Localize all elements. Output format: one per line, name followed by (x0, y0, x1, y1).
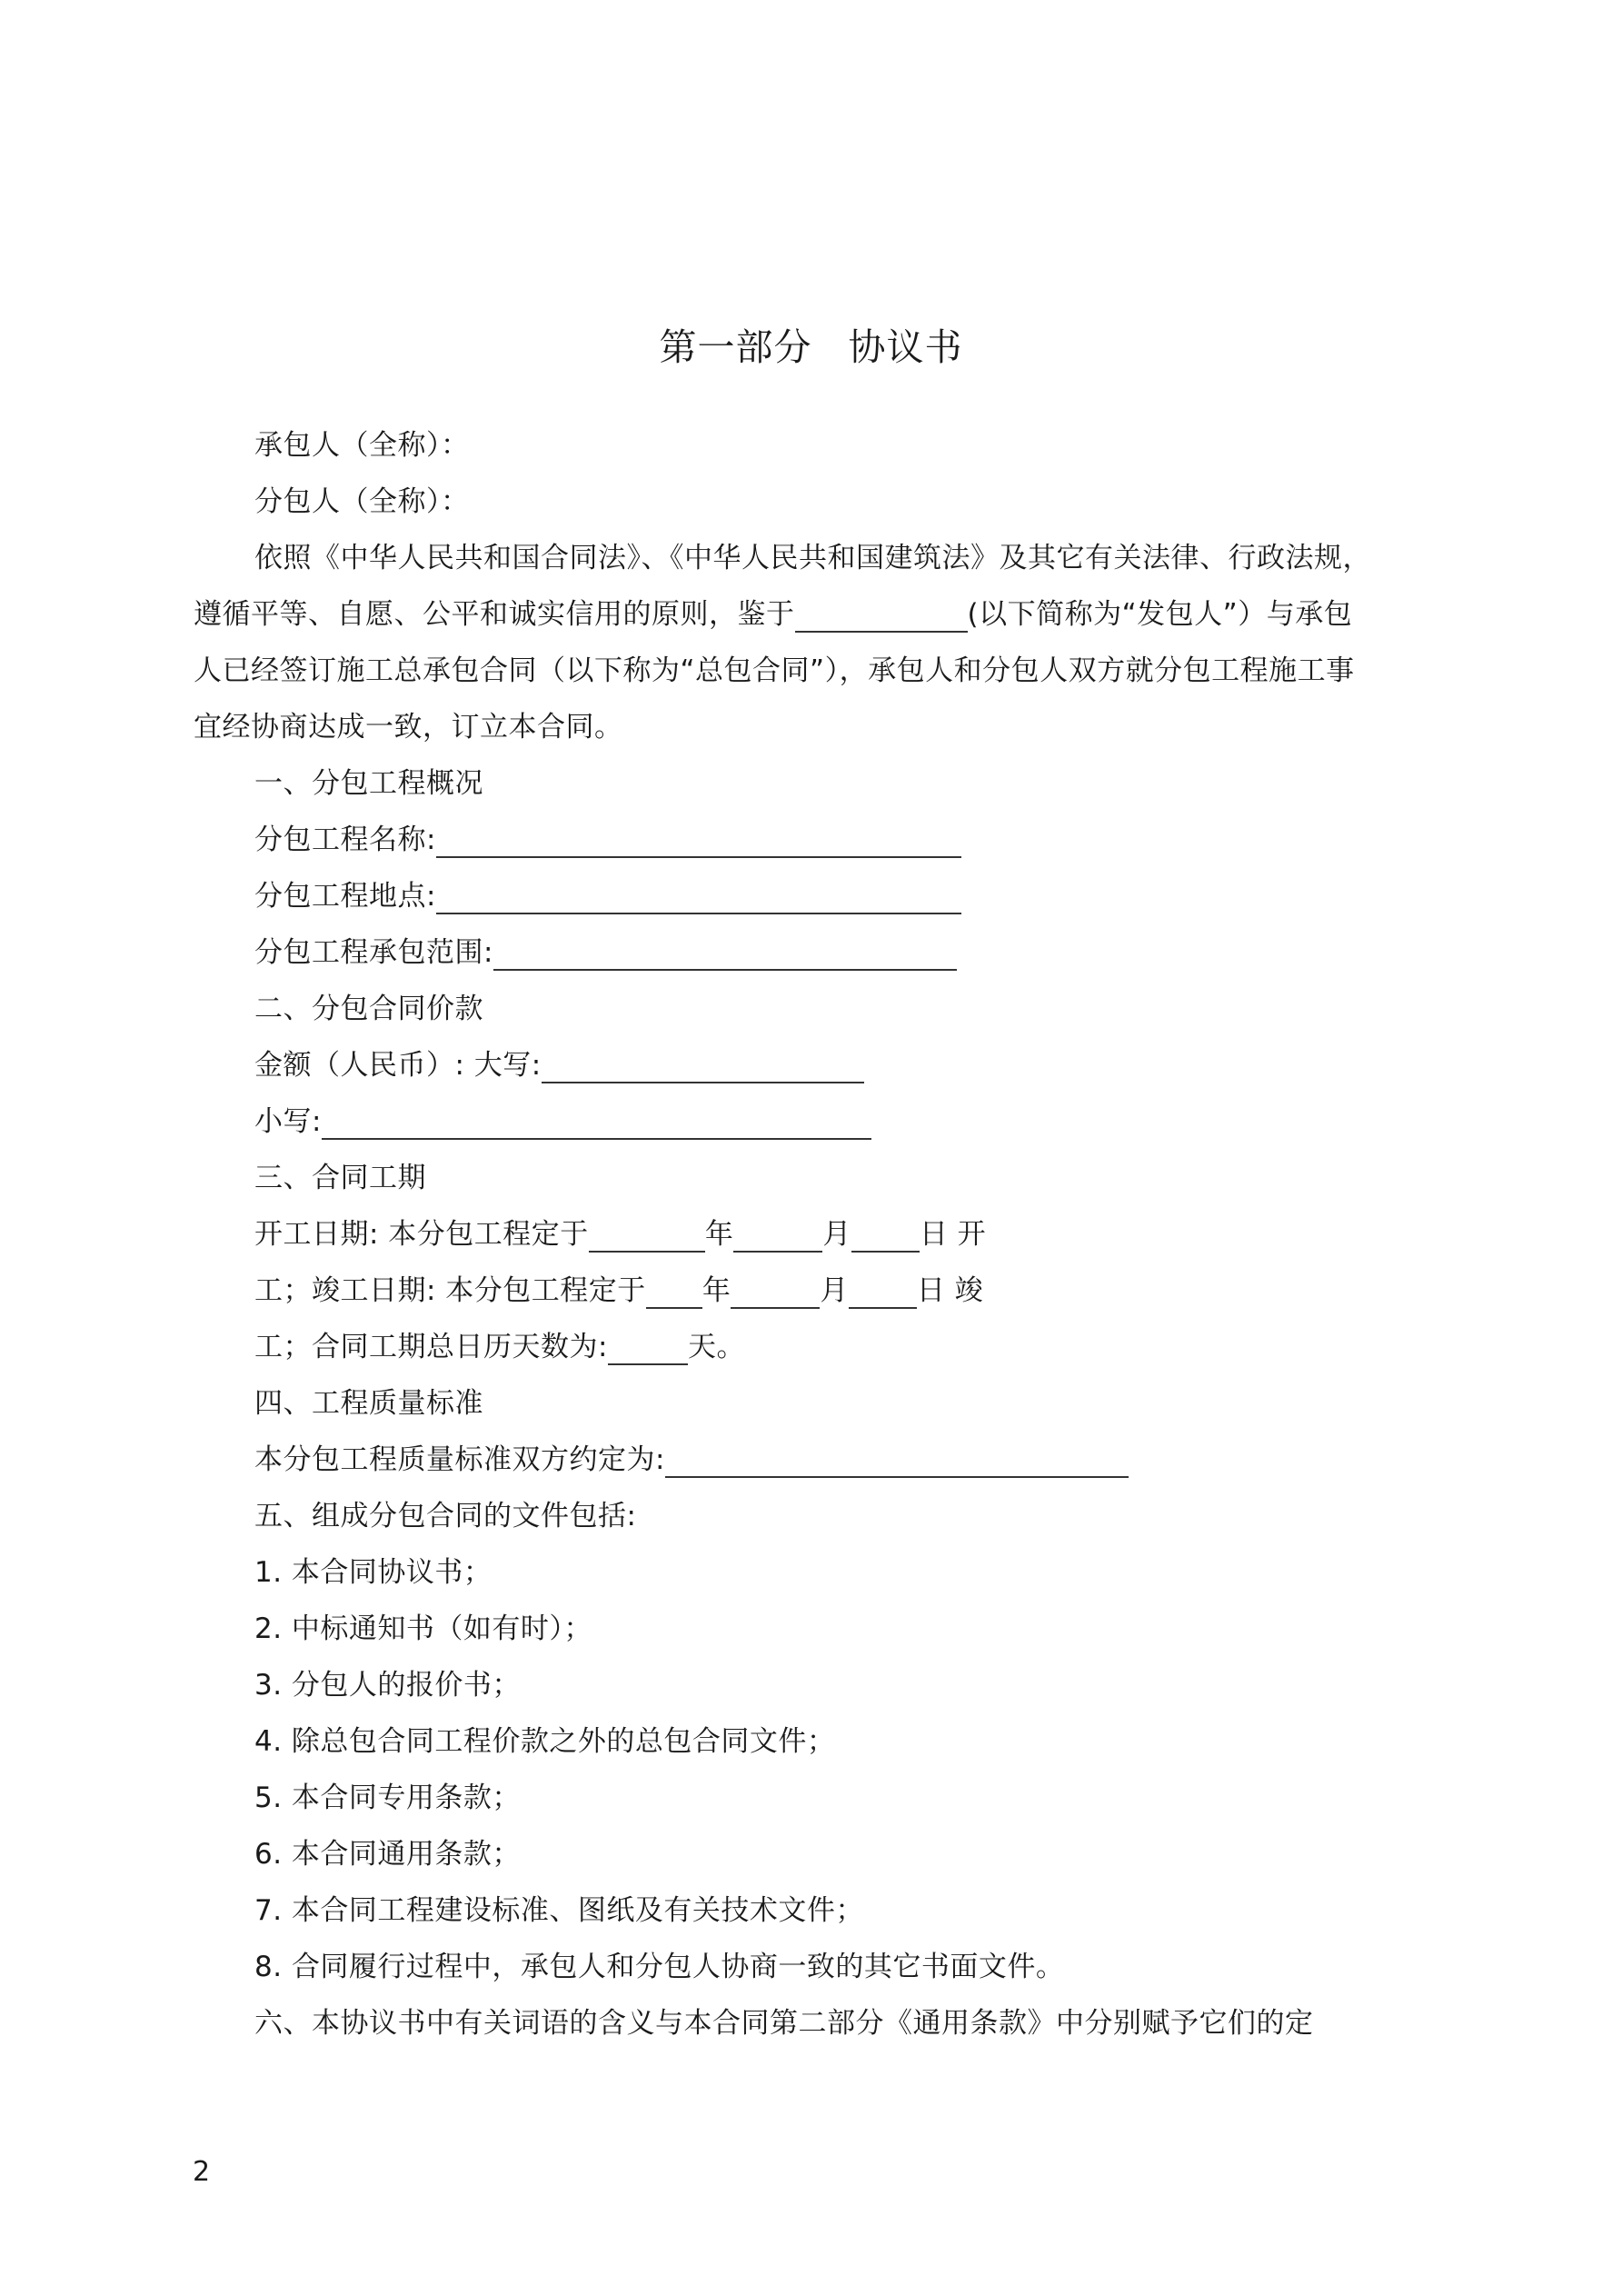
end-year-blank[interactable] (646, 1276, 702, 1309)
end-date-line (254, 1273, 983, 1309)
amount-lower-blank[interactable] (322, 1107, 871, 1140)
project-name-label: 分包工程名称: (254, 824, 436, 856)
project-name-blank[interactable] (436, 825, 961, 858)
section4-heading: 四、工程质量标准 (254, 1387, 483, 1420)
start-date-line (254, 1216, 986, 1253)
start-month-label: 月 (822, 1218, 851, 1251)
subcontractor-line (254, 484, 470, 520)
document-item: 8. 合同履行过程中，承包人和分包人协商一致的其它书面文件。 (254, 1951, 1065, 1983)
start-day-blank[interactable] (851, 1220, 920, 1253)
project-scope-blank[interactable] (493, 938, 957, 971)
start-day-label: 日 开 (919, 1218, 987, 1251)
document-item: 2. 中标通知书（如有时）； (254, 1612, 592, 1645)
project-scope-label: 分包工程承包范围: (254, 936, 493, 969)
start-year-label: 年 (704, 1218, 734, 1251)
subcontractor-label: 分包人（全称）： (254, 485, 470, 518)
contractor-line (254, 427, 470, 464)
total-days-line (254, 1329, 745, 1365)
end-year-label: 年 (702, 1274, 731, 1307)
preamble-line-2a: 遵循平等、自愿、公平和诚实信用的原则，鉴于 (194, 598, 795, 631)
amount-upper-label: 金额（人民币）: 大写: (254, 1049, 542, 1082)
start-date-prefix: 开工日期: 本分包工程定于 (254, 1218, 589, 1251)
project-location-blank[interactable] (436, 882, 961, 914)
amount-upper-blank[interactable] (542, 1051, 864, 1083)
section3-heading: 三、合同工期 (254, 1162, 426, 1194)
title-name: 协议书 (848, 325, 963, 369)
section2-heading: 二、分包合同价款 (254, 993, 483, 1025)
total-days-suffix: 天。 (687, 1331, 745, 1363)
quality-standard-label: 本分包工程质量标准双方约定为: (254, 1443, 665, 1476)
quality-standard-blank[interactable] (665, 1445, 1129, 1478)
end-month-blank[interactable] (731, 1276, 820, 1309)
document-item: 5. 本合同专用条款； (254, 1782, 521, 1814)
amount-lower-label: 小写: (254, 1105, 322, 1138)
document-item: 6. 本合同通用条款； (254, 1838, 521, 1871)
project-scope-line (254, 934, 957, 971)
total-days-prefix: 工；合同工期总日历天数为: (254, 1331, 608, 1363)
end-day-label: 日 竣 (916, 1274, 984, 1307)
document-item: 3. 分包人的报价书； (254, 1669, 521, 1702)
start-year-blank[interactable] (589, 1220, 705, 1253)
preamble-line-2 (194, 596, 1352, 633)
page-title (0, 320, 1622, 374)
section1-heading: 一、分包工程概况 (254, 767, 483, 800)
end-day-blank[interactable] (849, 1276, 917, 1309)
document-item: 4. 除总包合同工程价款之外的总包合同文件； (254, 1725, 836, 1758)
project-location-label: 分包工程地点: (254, 880, 436, 913)
section5-heading: 五、组成分包合同的文件包括: (254, 1500, 637, 1532)
title-part: 第一部分 (659, 325, 812, 369)
end-date-prefix: 工；竣工日期: 本分包工程定于 (254, 1274, 646, 1307)
preamble-line-1: 依照《中华人民共和国合同法》、《中华人民共和国建筑法》及其它有关法律、行政法规， (254, 542, 1371, 574)
quality-standard-line (254, 1442, 1129, 1478)
end-month-label: 月 (820, 1274, 849, 1307)
amount-upper-line (254, 1047, 864, 1083)
document-item: 1. 本合同协议书； (254, 1556, 493, 1589)
preamble-line-2b: (以下简称为“发包人”）与承包 (967, 598, 1353, 631)
amount-lower-line (254, 1103, 871, 1140)
employer-name-blank[interactable] (795, 600, 968, 633)
total-days-blank[interactable] (608, 1333, 688, 1365)
preamble-line-4: 宜经协商达成一致，订立本合同。 (194, 711, 623, 744)
page-number: 2 (193, 2156, 211, 2188)
start-month-blank[interactable] (733, 1220, 822, 1253)
project-location-line (254, 878, 961, 914)
contractor-label: 承包人（全称）： (254, 429, 470, 462)
document-item: 7. 本合同工程建设标准、图纸及有关技术文件； (254, 1894, 864, 1927)
preamble-line-3: 人已经签订施工总承包合同（以下称为“总包合同”），承包人和分包人双方就分包工程施工事 (194, 654, 1355, 687)
section6-line: 六、本协议书中有关词语的含义与本合同第二部分《通用条款》中分别赋予它们的定 (254, 2007, 1314, 2040)
project-name-line (254, 822, 961, 858)
